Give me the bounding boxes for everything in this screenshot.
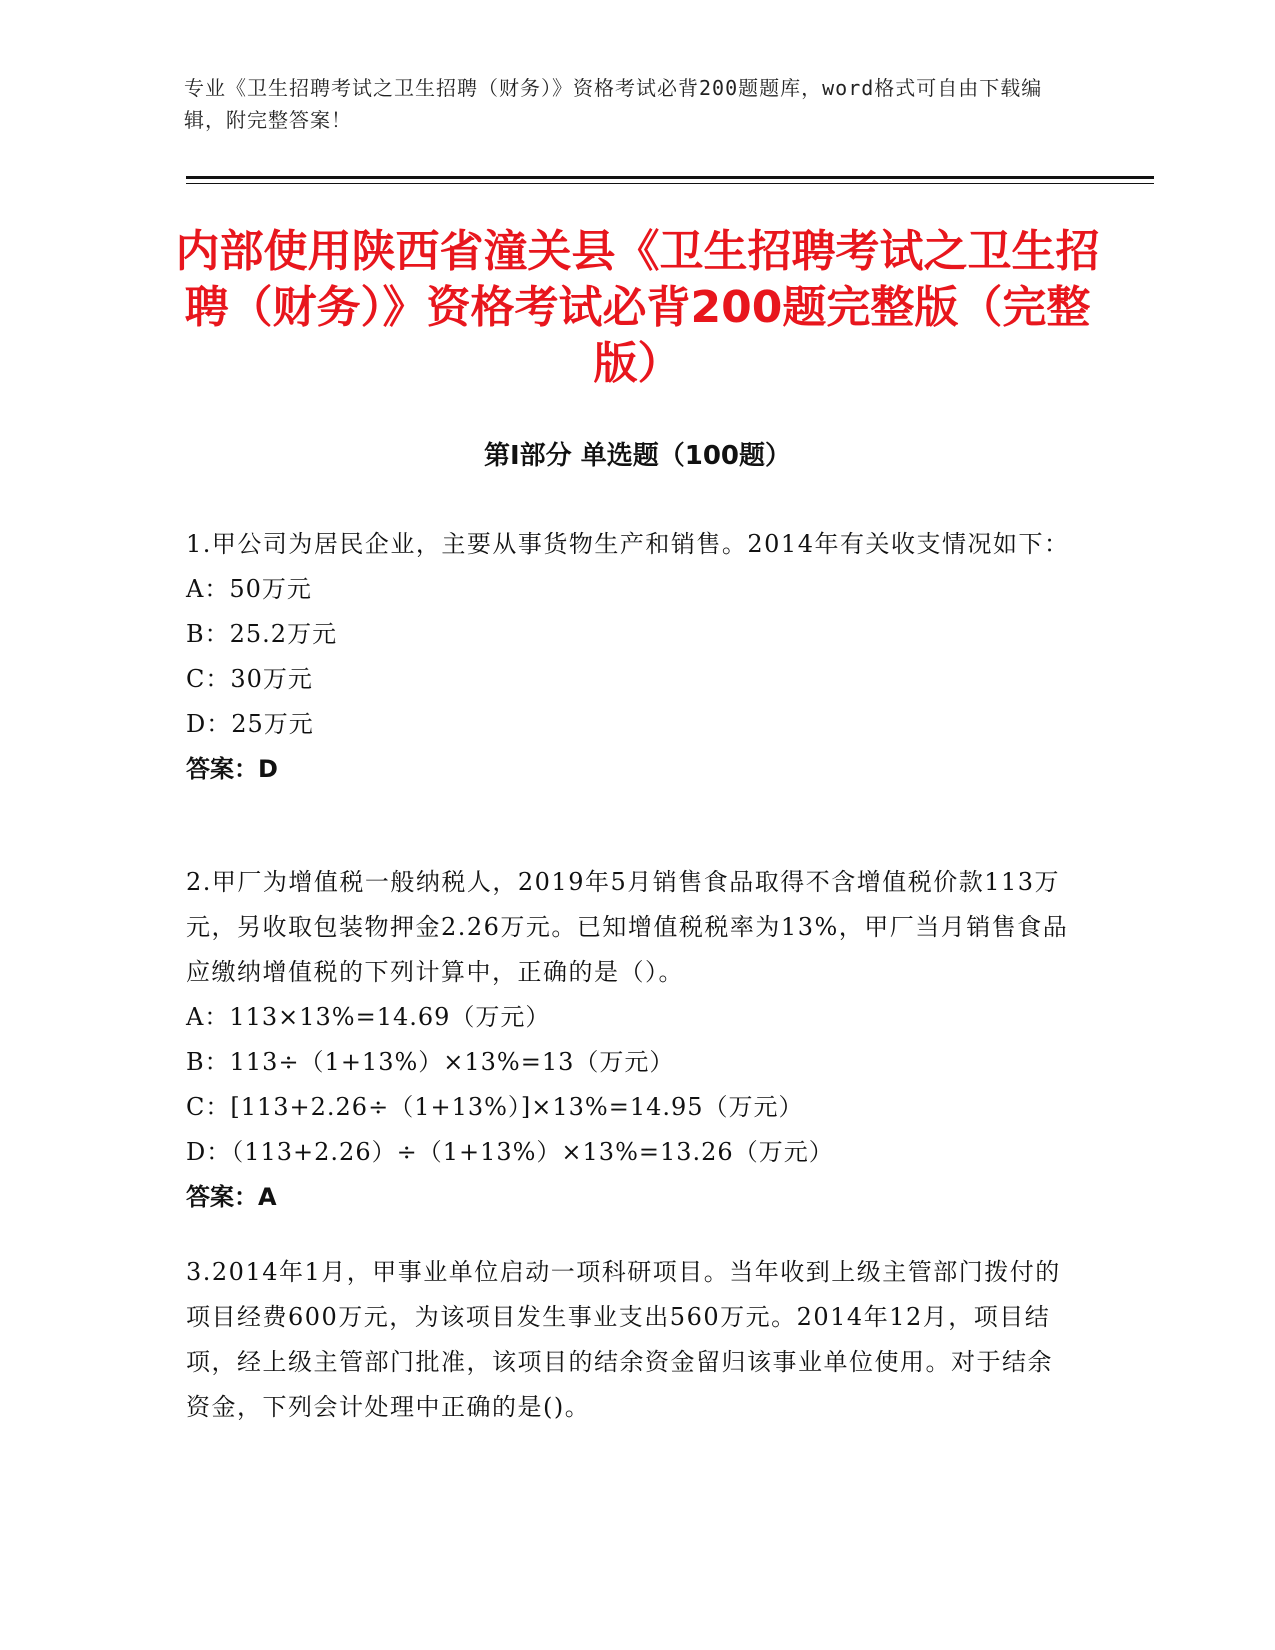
header-note: 专业《卫生招聘考试之卫生招聘（财务）》资格考试必背200题题库，word格式可自由下载编辑，附完整答案！	[184, 76, 1043, 132]
option-d: D：25万元	[186, 710, 314, 738]
header-divider-thick	[186, 176, 1154, 179]
question-stem: 3.2014年1月，甲事业单位启动一项科研项目。当年收到上级主管部门拨付的项目经费600万元，为该项目发生事业支出560万元。2014年12月，项目结项，经上级主管部门批准，该项目的结余资金留归该事业单位使用。对于结余资金，下列会计处理中正确的是()。	[186, 1258, 1061, 1421]
document-title: 内部使用陕西省潼关县《卫生招聘考试之卫生招聘（财务）》资格考试必背200题完整版（完整版）	[175, 226, 1100, 389]
option-c: C：[113+2.26÷（1+13%）]×13%=14.95（万元）	[186, 1093, 804, 1121]
answer: 答案：D	[186, 755, 278, 783]
question-stem: 1.甲公司为居民企业，主要从事货物生产和销售。2014年有关收支情况如下：	[186, 530, 1070, 558]
option-a: A：50万元	[186, 575, 312, 603]
question-stem: 2.甲厂为增值税一般纳税人，2019年5月销售食品取得不含增值税价款113万元，另收取包装物押金2.26万元。已知增值税税率为13%，甲厂当月销售食品应缴纳增值税的下列计算中，正确的是（）。	[186, 868, 1069, 986]
section-heading: 第Ⅰ部分 单选题（100题）	[484, 441, 791, 471]
option-b: B：113÷（1+13%）×13%=13（万元）	[186, 1048, 675, 1076]
question-2	[186, 860, 1076, 1220]
header-divider-thin	[186, 183, 1154, 184]
option-b: B：25.2万元	[186, 620, 338, 648]
question-1	[186, 522, 1076, 792]
option-c: C：30万元	[186, 665, 313, 693]
option-d: D：（113+2.26）÷（1+13%）×13%=13.26（万元）	[186, 1138, 834, 1166]
question-3	[186, 1250, 1076, 1430]
option-a: A：113×13%=14.69（万元）	[186, 1003, 551, 1031]
answer: 答案：A	[186, 1183, 277, 1211]
